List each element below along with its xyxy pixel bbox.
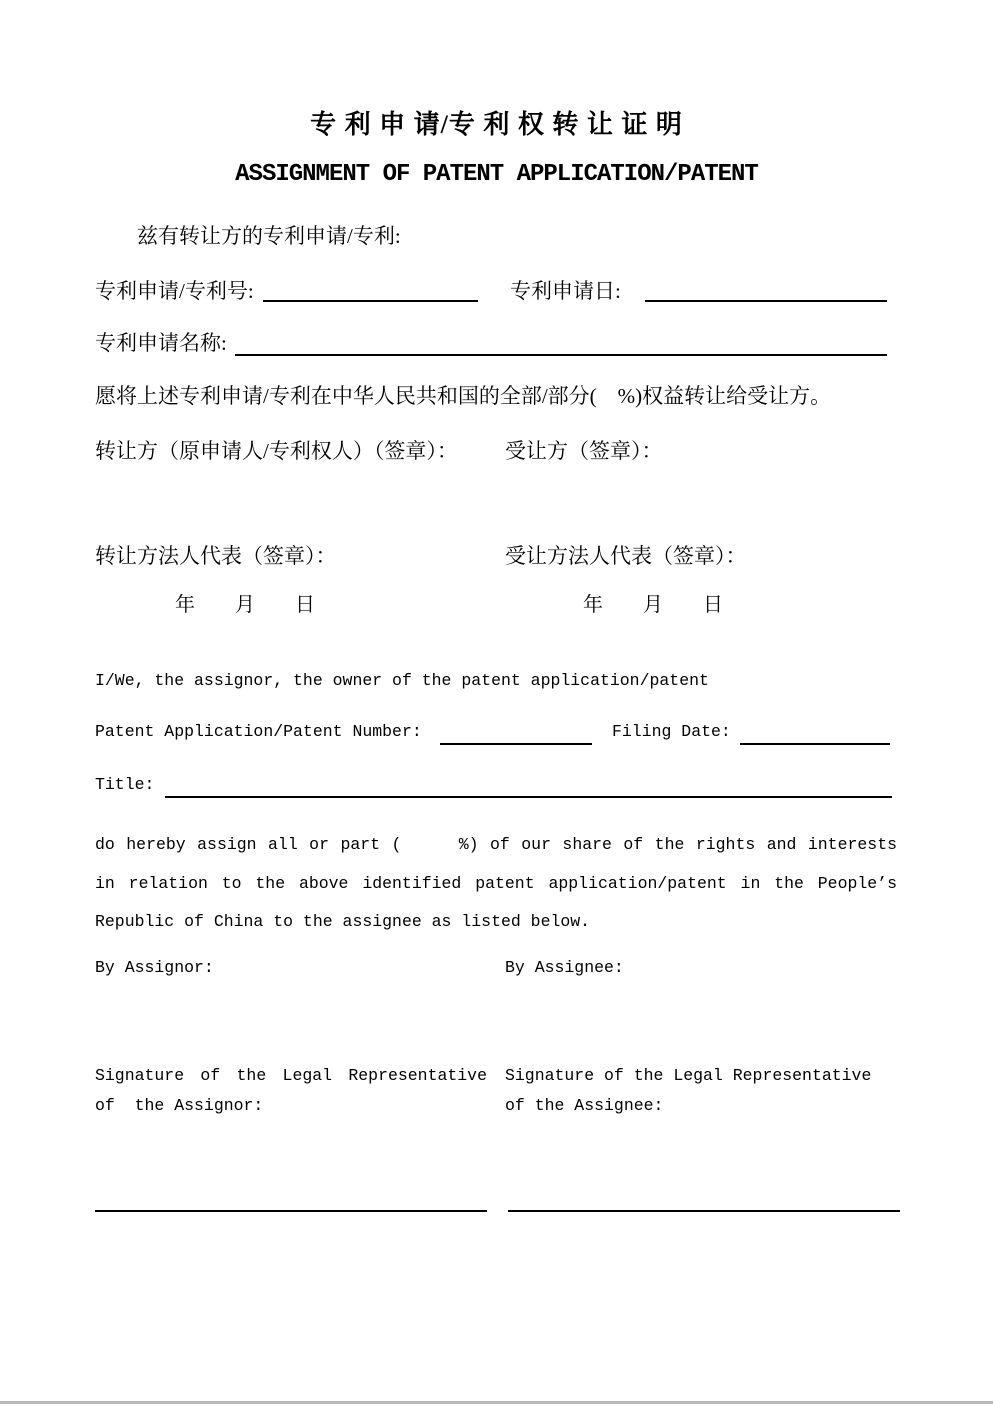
assignee-signature-blank[interactable] xyxy=(508,1210,900,1212)
assignee-sign-label-zh: 受让方（签章）： xyxy=(505,439,663,463)
assignment-clause-en: do hereby assign all or part ( %) of our share of the rights and interests in relation to the above identified patent application/patent in the People’s Republic of China to the assignee as listed below. xyxy=(95,835,897,931)
assignor-rep-sign-label-zh: 转让方法人代表（签章）： xyxy=(95,544,337,568)
date-placeholder-assignee-zh: 年 月 日 xyxy=(583,594,723,616)
assignee-rep-sign-label-zh: 受让方法人代表（签章）： xyxy=(505,544,747,568)
assignor-rep-sign-label-en: Signature of the Legal Representative of the Assignor: xyxy=(95,1066,487,1115)
patent-name-blank-zh[interactable] xyxy=(235,354,887,356)
filing-date-blank-zh[interactable] xyxy=(645,300,887,302)
assignor-signature-blank[interactable] xyxy=(95,1210,487,1212)
title-label-en: Title: xyxy=(95,775,155,794)
intro-zh: 兹有转让方的专利申请/专利: xyxy=(137,224,401,248)
by-assignee-label-en: By Assignee: xyxy=(505,958,624,977)
by-assignor-label-en: By Assignor: xyxy=(95,958,214,977)
filing-date-label-zh: 专利申请日: xyxy=(510,279,621,303)
date-placeholder-assignor-zh: 年 月 日 xyxy=(175,594,315,616)
patent-name-label-zh: 专利申请名称: xyxy=(95,331,227,355)
title-blank-en[interactable] xyxy=(165,796,892,798)
document-title-zh: 专 利 申 请/专 利 权 转 让 证 明 xyxy=(310,110,683,139)
document-title-en: ASSIGNMENT OF PATENT APPLICATION/PATENT xyxy=(235,161,758,188)
assignment-clause-zh: 愿将上述专利申请/专利在中华人民共和国的全部/部分( %)权益转让给受让方。 xyxy=(95,384,832,408)
intro-en: I/We, the assignor, the owner of the patent application/patent xyxy=(95,671,709,690)
patent-number-blank-en[interactable] xyxy=(440,743,592,745)
patent-number-blank-zh[interactable] xyxy=(263,300,478,302)
patent-number-label-en: Patent Application/Patent Number: xyxy=(95,722,422,741)
filing-date-blank-en[interactable] xyxy=(740,743,890,745)
assignee-rep-sign-label-en: Signature of the Legal Representative of the Assignee: xyxy=(505,1066,872,1115)
assignor-sign-label-zh: 转让方（原申请人/专利权人）（签章）： xyxy=(95,439,458,463)
patent-number-label-zh: 专利申请/专利号: xyxy=(95,279,254,303)
filing-date-label-en: Filing Date: xyxy=(612,722,731,741)
